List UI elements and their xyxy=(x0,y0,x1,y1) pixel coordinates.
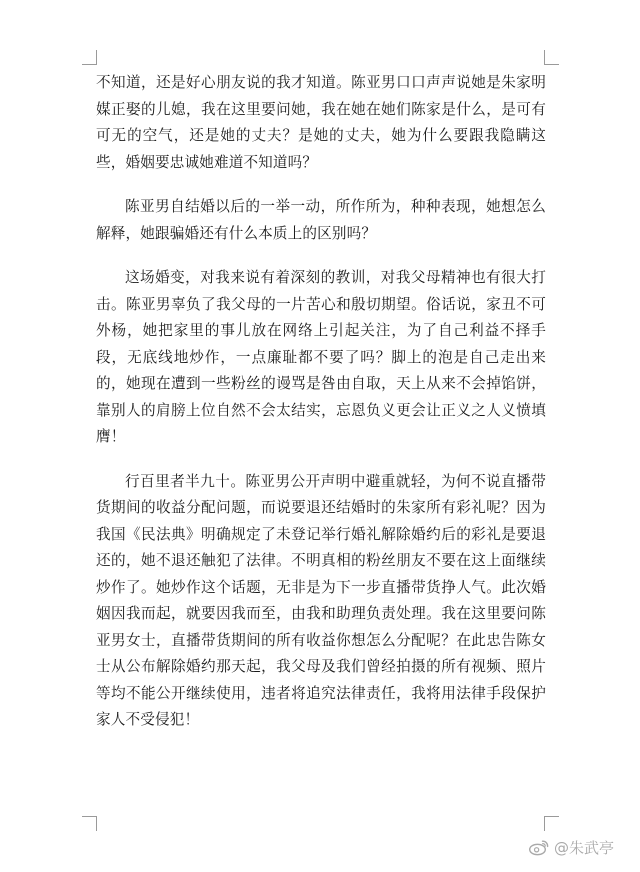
paragraph-2: 陈亚男自结婚以后的一举一动，所作所为，种种表现，她想怎么解释，她跟骗婚还有什么本质上的区别吗？ xyxy=(96,198,546,242)
watermark-handle: @朱武亭 xyxy=(553,839,614,857)
crop-mark-top-right xyxy=(544,50,559,65)
paragraph-3: 这场婚变，对我来说有着深刻的教训，对我父母精神也有很大打击。陈亚男辜负了我父母的一片苦心和殷切期望。俗话说，家丑不可外杨，她把家里的事儿放在网络上引起关注，为了自己利益不择手段，无底线地炒作，一点廉耻都不要了吗？脚上的泡是自己走出来的，她现在遭到一些粉丝的谩骂是咎由自取，天上从来不会掉馅饼，靠别人的肩膀上位自然不会太结实，忘恩负义更会让正义之人义愤填膺！ xyxy=(96,269,546,445)
crop-mark-bottom-right xyxy=(544,816,559,831)
weibo-watermark xyxy=(529,837,614,858)
document-body xyxy=(96,70,546,752)
weibo-icon xyxy=(529,839,549,856)
paragraph-4: 行百里者半九十。陈亚男公开声明中避重就轻，为何不说直播带货期间的收益分配问题，而说要退还结婚时的朱家所有彩礼呢？因为我国《民法典》明确规定了未登记举行婚礼解除婚约后的彩礼是要退还的，她不退还触犯了法律。不明真相的粉丝朋友不要在这上面继续炒作了。她炒作这个话题，无非是为下一步直播带货挣人气。此次婚姻因我而起，就要因我而至，由我和助理负责处理。我在这里要问陈亚男女士，直播带货期间的所有收益你想怎么分配呢？在此忠告陈女士从公布解除婚约那天起，我父母及我们曾经拍摄的所有视频、照片等均不能公开继续使用，违者将追究法律责任，我将用法律手段保护家人不受侵犯！ xyxy=(96,472,546,728)
crop-mark-top-left xyxy=(82,50,97,65)
crop-mark-bottom-left xyxy=(82,816,97,831)
paragraph-1: 不知道，还是好心朋友说的我才知道。陈亚男口口声声说她是朱家明媒正娶的儿媳，我在这里要问她，我在她在她们陈家是什么，是可有可无的空气，还是她的丈夫？是她的丈夫，她为什么要跟我隐瞒这些，婚姻要忠诚她难道不知道吗？ xyxy=(96,74,546,171)
